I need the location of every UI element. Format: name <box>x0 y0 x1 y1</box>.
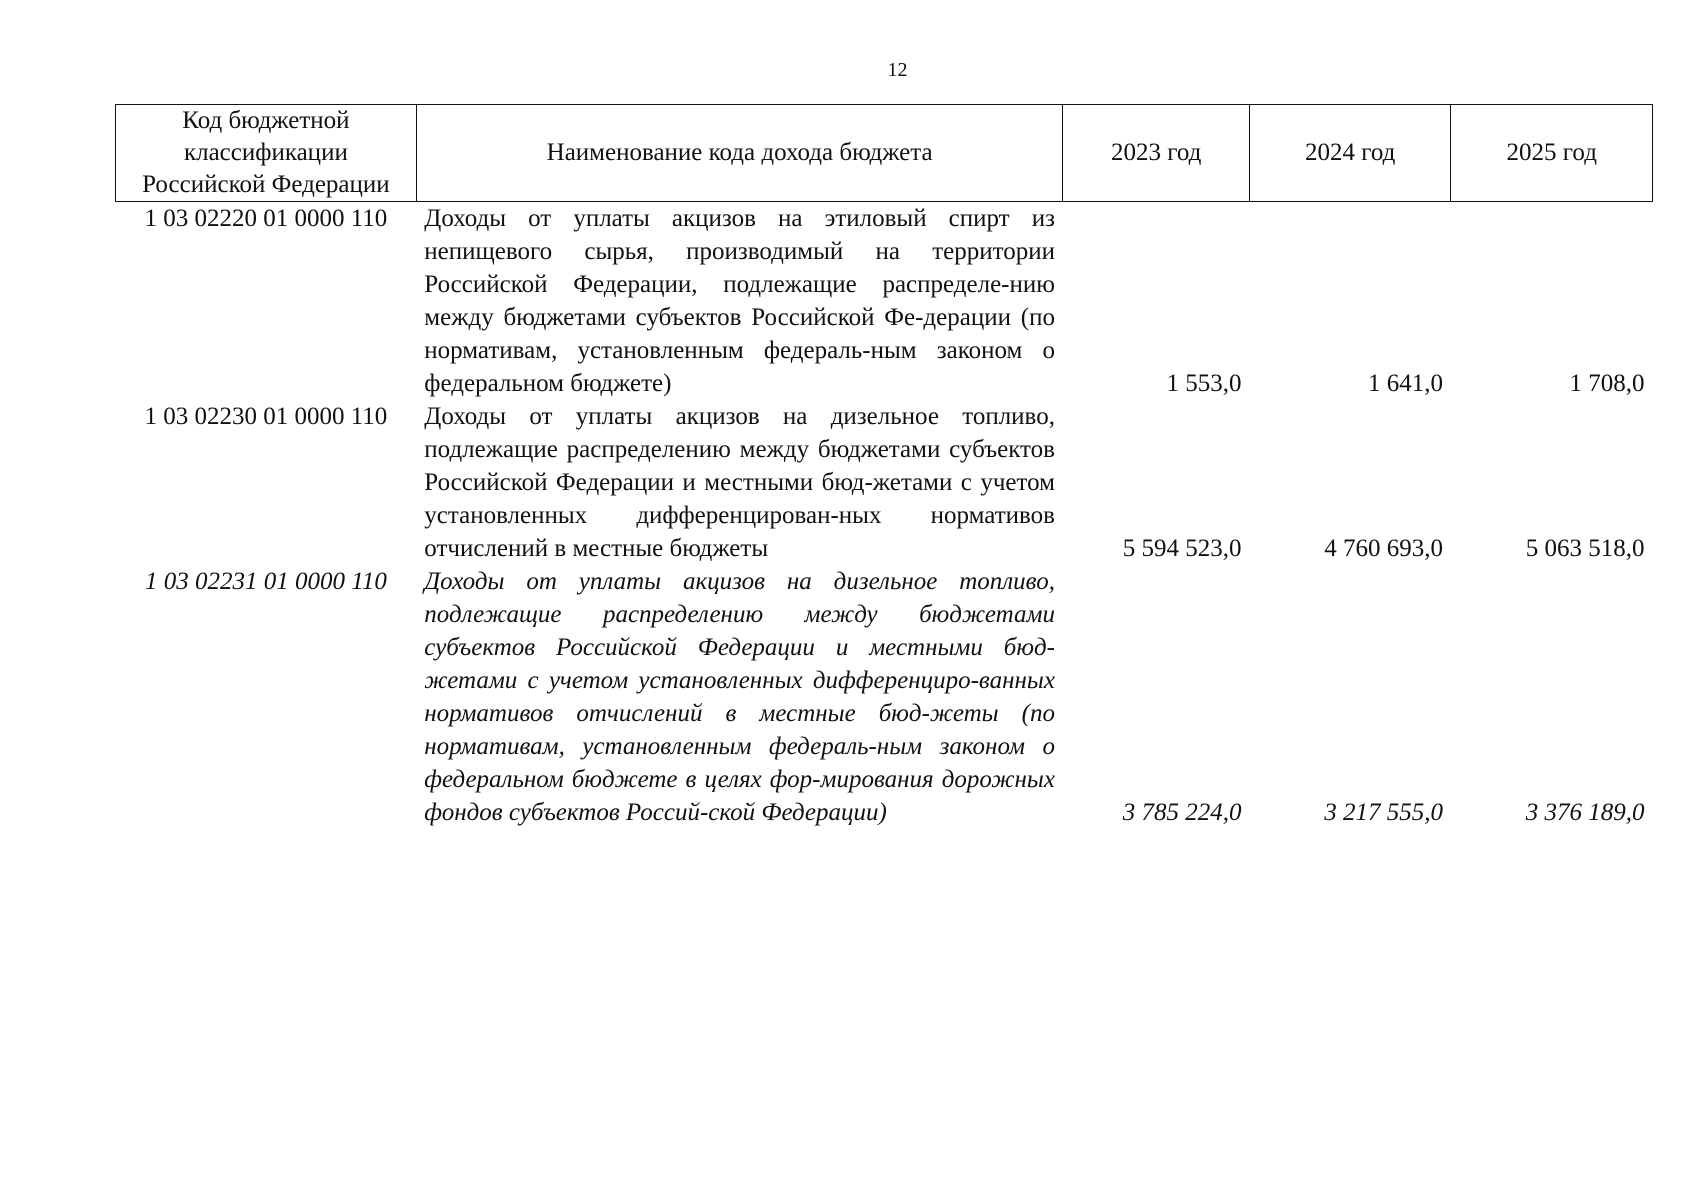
row-value-2023: 3 785 224,0 <box>1122 799 1242 826</box>
table-row <box>116 400 1653 565</box>
row-value-2023: 5 594 523,0 <box>1122 535 1242 562</box>
row-value-2025: 1 708,0 <box>1569 370 1645 397</box>
row-code: 1 03 02230 01 0000 110 <box>144 403 388 430</box>
row-name: Доходы от уплаты акцизов на дизельное топливо, подлежащие распределению между бюджетами субъектов Российской Федерации и местными бюд-жетами с учетом установленных дифференцирован-ных нормативов отчислений в местные бюджеты <box>424 403 1055 562</box>
row-value-2023: 1 553,0 <box>1166 370 1242 397</box>
table-row <box>116 565 1653 829</box>
row-code: 1 03 02231 01 0000 110 <box>144 568 387 595</box>
page-number: 12 <box>887 59 908 81</box>
row-value-2024: 3 217 555,0 <box>1324 799 1443 826</box>
row-name: Доходы от уплаты акцизов на этиловый спирт из непищевого сырья, производимый на территории Российской Федерации, подлежащие распределе-нию между бюджетами субъектов Российской Фе-дерации (по нормативам, установленным федераль-ным законом о федеральном бюджете) <box>424 205 1055 397</box>
header-2024: 2024 год <box>1249 105 1451 202</box>
row-value-2025: 5 063 518,0 <box>1525 535 1645 562</box>
row-value-2024: 1 641,0 <box>1367 370 1443 397</box>
header-2025: 2025 год <box>1451 105 1653 202</box>
header-code: Код бюджетной классификации Российской Федерации <box>116 105 417 202</box>
table-row <box>116 202 1653 401</box>
budget-revenue-table <box>115 104 1653 829</box>
row-code: 1 03 02220 01 0000 110 <box>144 205 388 232</box>
header-name: Наименование кода дохода бюджета <box>416 105 1063 202</box>
row-value-2025: 3 376 189,0 <box>1525 799 1645 826</box>
table-header-row <box>116 105 1653 202</box>
row-name: Доходы от уплаты акцизов на дизельное топливо, подлежащие распределению между бюджетами субъектов Российской Федерации и местными бюд-жетами с учетом установленных дифференциро-ванных нормативов отчислений в местные бюд-жеты (по нормативам, установленным федераль-ным законом о федеральном бюджете в целях фор-мирования дорожных фондов субъектов Россий-ской Федерации) <box>424 568 1055 826</box>
row-value-2024: 4 760 693,0 <box>1324 535 1443 562</box>
header-2023: 2023 год <box>1063 105 1249 202</box>
